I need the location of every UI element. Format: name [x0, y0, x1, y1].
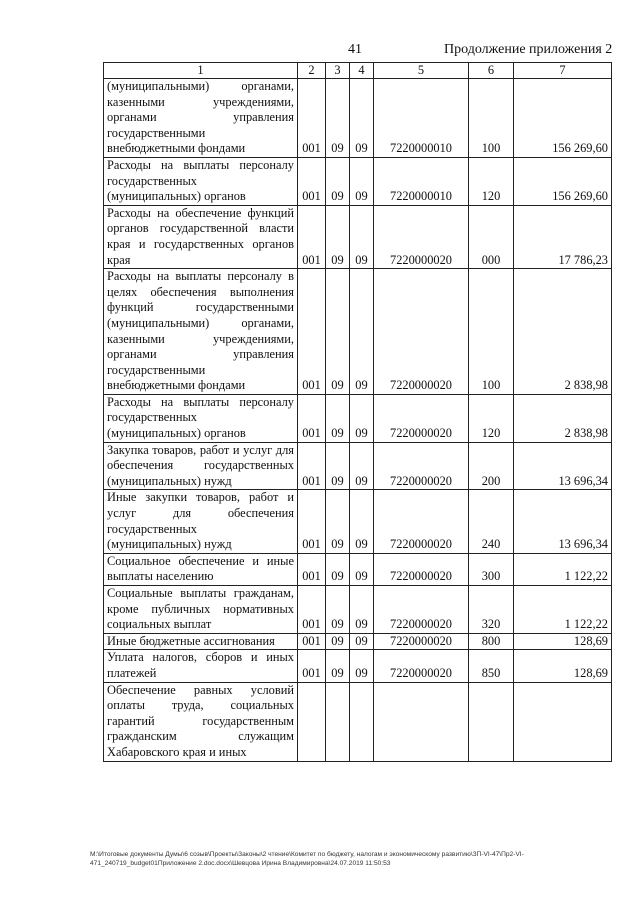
expense-type-code: 120	[469, 394, 514, 442]
target-article-code: 7220000020	[374, 394, 469, 442]
section-code: 09	[326, 442, 350, 490]
document-path-footer: М:\Итоговые документы Думы\6 созыв\Проекты\Законы\2 чтение\Комитет по бюджету, налогам и экономическому развитию\ЗП-VI-47\Пр2-VI-471_240719_budget01Приложение 2.doc.docx\Шевцова Ирина Владимировна\24.07.2019 11:50:53	[90, 851, 524, 867]
table-row	[104, 586, 612, 634]
expense-name: Социальные выплаты гражданам, кроме публичных нормативных социальных выплат	[104, 586, 298, 634]
subsection-code: 09	[350, 650, 374, 682]
ministry-code: 001	[298, 633, 326, 650]
expense-type-code: 100	[469, 269, 514, 395]
ministry-code: 001	[298, 157, 326, 205]
expense-type-code: 850	[469, 650, 514, 682]
expense-name: (муниципальными) органами, казенными учреждениями, органами управления государственными внебюджетными фондами	[104, 79, 298, 158]
section-code: 09	[326, 394, 350, 442]
table-row	[104, 205, 612, 268]
expense-name: Иные закупки товаров, работ и услуг для обеспечения государственных (муниципальных) нужд	[104, 490, 298, 553]
expense-name: Расходы на выплаты персоналу в целях обеспечения выполнения функций государственными (муниципальными) органами, казенными учреждениями, органами управления государственными внебюджетными фондами	[104, 269, 298, 395]
column-header: 4	[350, 63, 374, 79]
expense-name: Социальное обеспечение и иные выплаты населению	[104, 553, 298, 585]
amount: 156 269,60	[514, 79, 612, 158]
column-header: 7	[514, 63, 612, 79]
expense-name: Иные бюджетные ассигнования	[104, 633, 298, 650]
expense-name: Обеспечение равных условий оплаты труда, социальных гарантий государственным гражданским служащим Хабаровского края и иных	[104, 682, 298, 761]
ministry-code: 001	[298, 490, 326, 553]
expense-type-code: 800	[469, 633, 514, 650]
table-row	[104, 553, 612, 585]
ministry-code: 001	[298, 650, 326, 682]
amount: 17 786,23	[514, 205, 612, 268]
expense-type-code: 120	[469, 157, 514, 205]
subsection-code: 09	[350, 157, 374, 205]
expense-name: Расходы на обеспечение функций органов государственной власти края и государственных органов края	[104, 205, 298, 268]
expense-type-code: 240	[469, 490, 514, 553]
amount: 128,69	[514, 633, 612, 650]
continuation-title: Продолжение приложения 2	[444, 42, 613, 57]
subsection-code: 09	[350, 553, 374, 585]
section-code: 09	[326, 490, 350, 553]
amount: 2 838,98	[514, 269, 612, 395]
table-row	[104, 157, 612, 205]
subsection-code: 09	[350, 586, 374, 634]
expense-type-code: 320	[469, 586, 514, 634]
target-article-code: 7220000020	[374, 269, 469, 395]
target-article-code	[374, 682, 469, 761]
ministry-code	[298, 682, 326, 761]
subsection-code: 09	[350, 490, 374, 553]
amount: 2 838,98	[514, 394, 612, 442]
column-header: 6	[469, 63, 514, 79]
subsection-code: 09	[350, 394, 374, 442]
ministry-code: 001	[298, 269, 326, 395]
ministry-code: 001	[298, 553, 326, 585]
subsection-code: 09	[350, 79, 374, 158]
amount: 1 122,22	[514, 553, 612, 585]
target-article-code: 7220000020	[374, 490, 469, 553]
table-row	[104, 682, 612, 761]
budget-table	[103, 62, 612, 762]
subsection-code: 09	[350, 269, 374, 395]
subsection-code: 09	[350, 442, 374, 490]
expense-type-code: 100	[469, 79, 514, 158]
expense-name: Закупка товаров, работ и услуг для обеспечения государственных (муниципальных) нужд	[104, 442, 298, 490]
expense-type-code	[469, 682, 514, 761]
ministry-code: 001	[298, 586, 326, 634]
expense-name: Уплата налогов, сборов и иных платежей	[104, 650, 298, 682]
section-code: 09	[326, 157, 350, 205]
target-article-code: 7220000010	[374, 157, 469, 205]
amount	[514, 682, 612, 761]
section-code	[326, 682, 350, 761]
subsection-code: 09	[350, 205, 374, 268]
table-row	[104, 79, 612, 158]
section-code: 09	[326, 633, 350, 650]
target-article-code: 7220000010	[374, 79, 469, 158]
subsection-code	[350, 682, 374, 761]
subsection-code: 09	[350, 633, 374, 650]
section-code: 09	[326, 79, 350, 158]
table-row	[104, 490, 612, 553]
section-code: 09	[326, 586, 350, 634]
column-header: 2	[298, 63, 326, 79]
expense-name: Расходы на выплаты персоналу государственных (муниципальных) органов	[104, 394, 298, 442]
ministry-code: 001	[298, 394, 326, 442]
target-article-code: 7220000020	[374, 650, 469, 682]
table-row	[104, 650, 612, 682]
table-row	[104, 442, 612, 490]
expense-type-code: 000	[469, 205, 514, 268]
target-article-code: 7220000020	[374, 553, 469, 585]
column-header: 5	[374, 63, 469, 79]
amount: 13 696,34	[514, 442, 612, 490]
table-row	[104, 633, 612, 650]
section-code: 09	[326, 553, 350, 585]
target-article-code: 7220000020	[374, 633, 469, 650]
expense-type-code: 300	[469, 553, 514, 585]
column-header: 3	[326, 63, 350, 79]
section-code: 09	[326, 650, 350, 682]
section-code: 09	[326, 269, 350, 395]
column-header: 1	[104, 63, 298, 79]
section-code: 09	[326, 205, 350, 268]
table-header-row	[104, 63, 612, 79]
expense-type-code: 200	[469, 442, 514, 490]
ministry-code: 001	[298, 205, 326, 268]
page-number: 41	[348, 42, 362, 57]
table-row	[104, 394, 612, 442]
expense-name: Расходы на выплаты персоналу государственных (муниципальных) органов	[104, 157, 298, 205]
amount: 156 269,60	[514, 157, 612, 205]
target-article-code: 7220000020	[374, 205, 469, 268]
amount: 1 122,22	[514, 586, 612, 634]
ministry-code: 001	[298, 79, 326, 158]
table-row	[104, 269, 612, 395]
amount: 128,69	[514, 650, 612, 682]
target-article-code: 7220000020	[374, 442, 469, 490]
amount: 13 696,34	[514, 490, 612, 553]
target-article-code: 7220000020	[374, 586, 469, 634]
ministry-code: 001	[298, 442, 326, 490]
